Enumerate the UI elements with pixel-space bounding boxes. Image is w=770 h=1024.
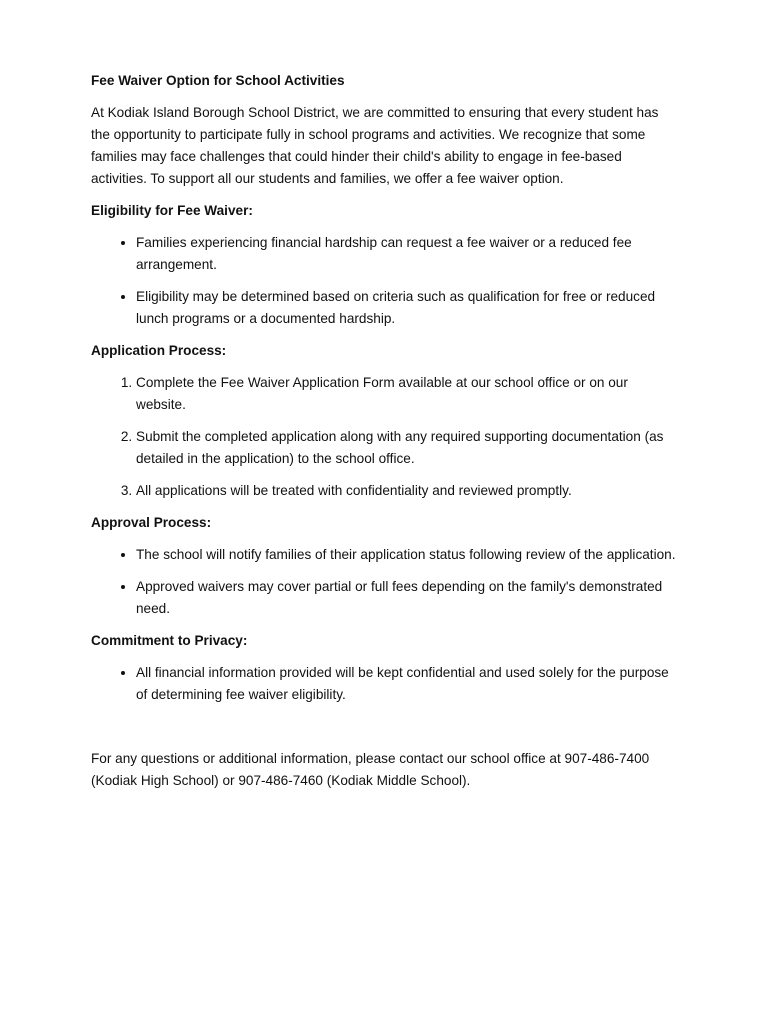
approval-heading: Approval Process: — [91, 515, 212, 530]
eligibility-list — [91, 232, 680, 330]
privacy-list — [91, 662, 680, 706]
list-item: • Eligibility may be determined based on criteria such as qualification for free or reduced lunch programs or a documented hardship. — [136, 286, 680, 330]
list-item: • Approved waivers may cover partial or full fees depending on the family's demonstrated need. — [136, 576, 680, 620]
list-item: 3. All applications will be treated with confidentiality and reviewed promptly. — [136, 480, 680, 502]
application-heading: Application Process: — [91, 343, 227, 358]
list-item: • All financial information provided will be kept confidential and used solely for the purpose of determining fee waiver eligibility. — [136, 662, 680, 706]
contact-paragraph: For any questions or additional information, please contact our school office at 907-486-7400 (Kodiak High School) or 907-486-7460 (Kodiak Middle School). — [91, 751, 650, 788]
application-steps-list — [91, 372, 680, 502]
list-item: • The school will notify families of their application status following review of the application. — [136, 544, 680, 566]
document-title: Fee Waiver Option for School Activities — [91, 73, 345, 88]
eligibility-heading: Eligibility for Fee Waiver: — [91, 203, 253, 218]
intro-paragraph: At Kodiak Island Borough School District, we are committed to ensuring that every student has the opportunity to participate fully in school programs and activities. We recognize that some families may face challenges that could hinder their child's ability to engage in fee-based activities. To support all our students and families, we offer a fee waiver option. — [91, 105, 659, 186]
list-item: 2. Submit the completed application along with any required supporting documentation (as detailed in the application) to the school office. — [136, 426, 680, 470]
list-item: 1. Complete the Fee Waiver Application Form available at our school office or on our website. — [136, 372, 680, 416]
privacy-heading: Commitment to Privacy: — [91, 633, 248, 648]
list-item: • Families experiencing financial hardship can request a fee waiver or a reduced fee arrangement. — [136, 232, 680, 276]
approval-list — [91, 544, 680, 620]
